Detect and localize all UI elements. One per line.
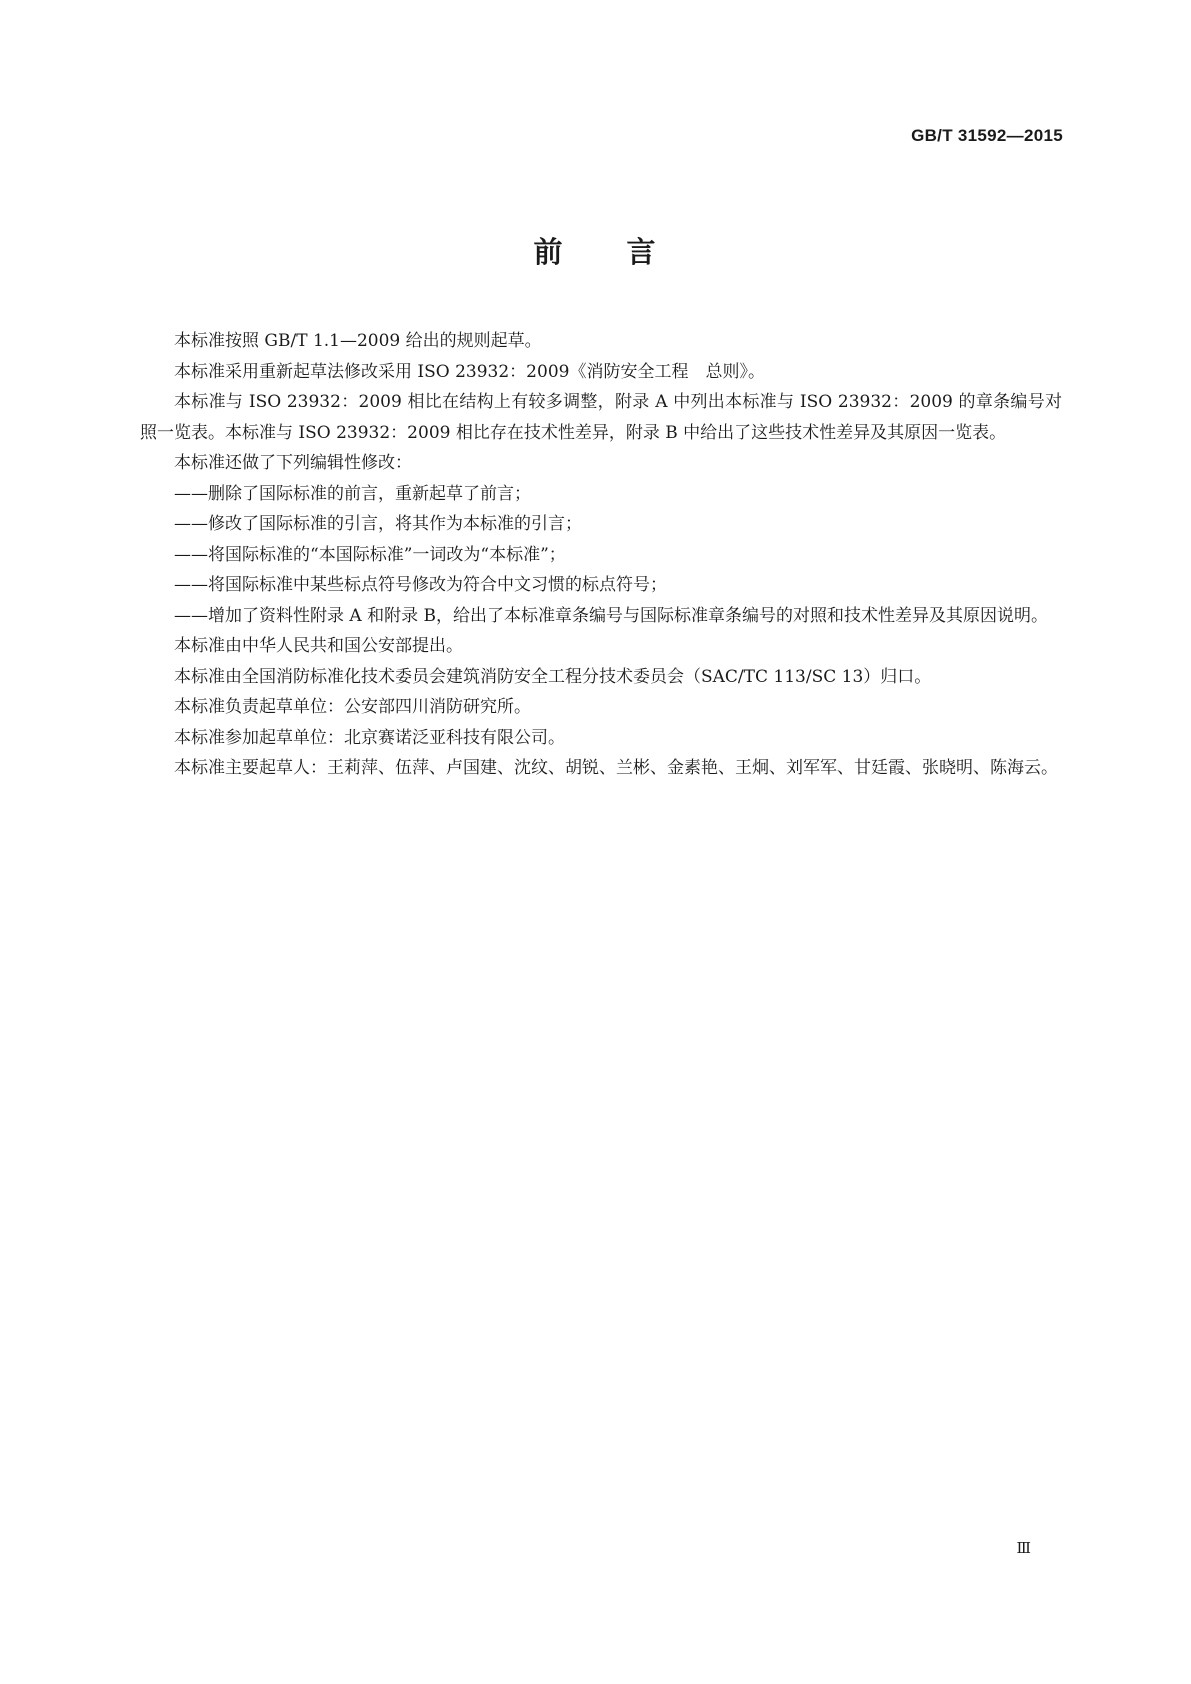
paragraph-participating-drafter: 本标准参加起草单位：北京赛诺泛亚科技有限公司。: [174, 727, 565, 748]
page-title: [0, 230, 1191, 271]
list-item: ——删除了国际标准的前言，重新起草了前言；: [174, 483, 531, 504]
paragraph-committee: 本标准由全国消防标准化技术委员会建筑消防安全工程分技术委员会（SAC/TC 113/SC 13）归口。: [174, 666, 932, 687]
paragraph-adoption: 本标准采用重新起草法修改采用 ISO 23932：2009《消防安全工程 总则》。: [174, 361, 765, 382]
standard-code: GB/T 31592—2015: [911, 126, 1063, 145]
page-number: Ⅲ: [1016, 1539, 1031, 1557]
list-item: ——增加了资料性附录 A 和附录 B，给出了本标准章条编号与国际标准章条编号的对照和技术性差异及其原因说明。: [174, 605, 1048, 626]
foreword-body: [140, 326, 1062, 784]
title-char-1: 前: [533, 235, 565, 269]
list-item: ——将国际标准中某些标点符号修改为符合中文习惯的标点符号；: [174, 575, 667, 595]
title-char-2: 言: [626, 235, 658, 269]
paragraph-lead-drafter: 本标准负责起草单位：公安部四川消防研究所。: [174, 697, 531, 717]
list-item: ——将国际标准的“本国际标准”一词改为“本标准”；: [174, 544, 566, 565]
paragraph-proposer: 本标准由中华人民共和国公安部提出。: [174, 636, 463, 656]
paragraph-structure-differences: 本标准与 ISO 23932：2009 相比在结构上有较多调整，附录 A 中列出本标准与 ISO 23932：2009 的章条编号对照一览表。本标准与 ISO 23932：2009 相比存在技术性差异，附录 B 中给出了这些技术性差异及其原因一览表。: [140, 392, 1062, 443]
paragraph-drafting-rules: 本标准按照 GB/T 1.1—2009 给出的规则起草。: [174, 331, 542, 351]
paragraph-editorial-intro: 本标准还做了下列编辑性修改：: [174, 453, 412, 473]
paragraph-drafters: 本标准主要起草人：王莉萍、伍萍、卢国建、沈纹、胡锐、兰彬、金素艳、王炯、刘军军、甘廷霞、张晓明、陈海云。: [174, 758, 1058, 778]
list-item: ——修改了国际标准的引言，将其作为本标准的引言；: [174, 514, 582, 534]
